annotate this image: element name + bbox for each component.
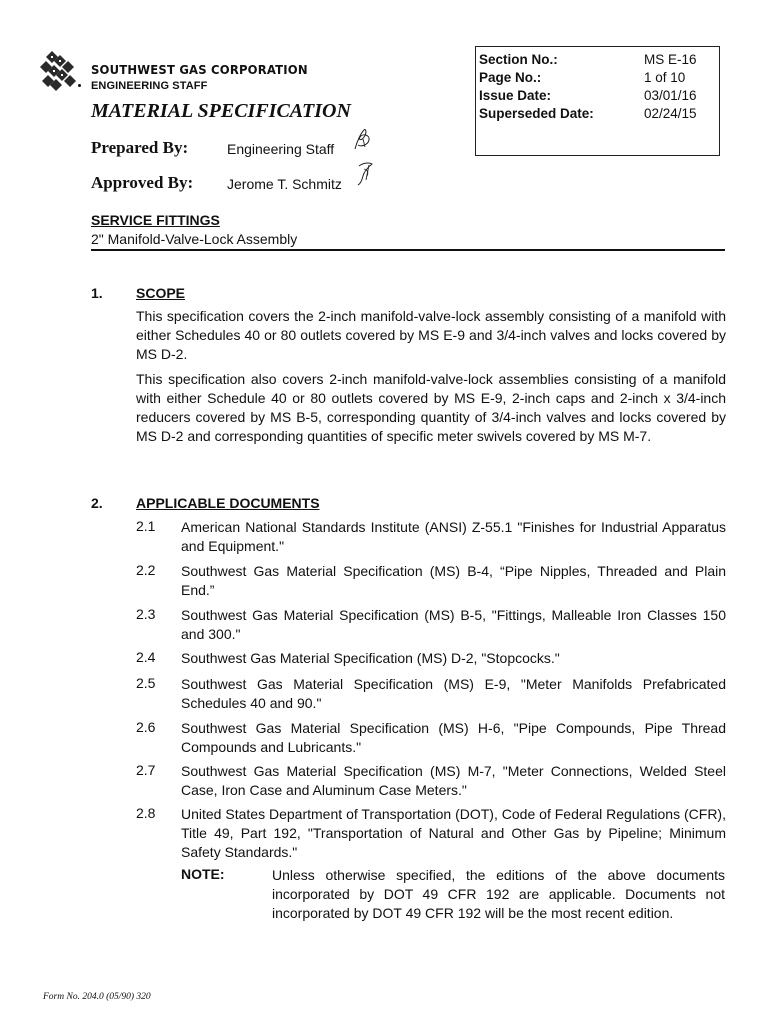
issue-date-label: Issue Date: — [479, 88, 552, 103]
superseded-date-label: Superseded Date: — [479, 106, 594, 121]
page-label: Page No.: — [479, 70, 542, 85]
document-item-number: 2.5 — [136, 675, 156, 691]
title-divider — [91, 249, 725, 251]
section-number-scope: 1. — [91, 285, 103, 301]
document-info-box — [475, 46, 720, 156]
document-item-text: United States Department of Transportation (DOT), Code of Federal Regulations (CFR), Title 49, Part 192, "Transportation of Natural and Other Gas by Pipeline; Minimum Safety Standards." — [181, 806, 726, 860]
section-value: MS E-16 — [644, 52, 697, 67]
section-heading-documents: APPLICABLE DOCUMENTS — [136, 495, 320, 511]
approved-by-name: Jerome T. Schmitz — [227, 176, 342, 192]
document-item-number: 2.6 — [136, 719, 156, 735]
scope-paragraph: This specification also covers 2-inch manifold-valve-lock assemblies consisting of a manifold with either Schedule 40 or 80 outlets covered by MS E-9, 2-inch caps and 2-inch x 3/4-inch reducers covered by MS B-5, corresponding quantity of 3/4-inch valves and locks covered by MS D-2 and corresponding quantities of specific meter swivels covered by MS M-7. — [136, 371, 726, 444]
prepared-by-label: Prepared By: — [91, 138, 189, 157]
document-item-number: 2.4 — [136, 649, 156, 665]
prepared-initials-signature — [352, 127, 374, 153]
approved-by-label: Approved By: — [91, 173, 194, 192]
section-heading-scope: SCOPE — [136, 285, 186, 301]
prepared-by-name: Engineering Staff — [227, 141, 335, 157]
document-item-number: 2.3 — [136, 606, 156, 622]
scope-paragraph: This specification covers the 2-inch manifold-valve-lock assembly consisting of a manifold with either Schedules 40 or 80 outlets covered by MS E-9 and 3/4-inch valves and locks covered by MS D-2. — [136, 308, 726, 362]
document-item-number: 2.1 — [136, 518, 156, 534]
superseded-date-value: 02/24/15 — [644, 106, 697, 121]
note-text: Unless otherwise specified, the editions of the above documents incorporated by DOT 49 CFR 192 are applicable. Documents not incorporated by DOT 49 CFR 192 will be the most recent edition. — [272, 867, 725, 921]
service-title: SERVICE FITTINGS — [91, 212, 220, 228]
document-item-number: 2.7 — [136, 762, 156, 778]
note-label: NOTE: — [181, 866, 225, 882]
company-name: SOUTHWEST GAS CORPORATION — [91, 62, 308, 77]
page-value: 1 of 10 — [644, 70, 686, 85]
document-item-text: American National Standards Institute (ANSI) Z-55.1 "Finishes for Industrial Apparatus and Equipment." — [181, 519, 726, 554]
issue-date-value: 03/01/16 — [644, 88, 697, 103]
service-subtitle: 2" Manifold-Valve-Lock Assembly — [91, 231, 298, 247]
section-label: Section No.: — [479, 52, 558, 67]
document-item-text: Southwest Gas Material Specification (MS) E-9, "Meter Manifolds Prefabricated Schedules 40 and 90." — [181, 676, 726, 711]
bullet-mark — [78, 84, 81, 87]
form-number-footer: Form No. 204.0 (05/90) 320 — [43, 992, 151, 1002]
section-number-documents: 2. — [91, 495, 103, 511]
document-item-text: Southwest Gas Material Specification (MS) B-5, "Fittings, Malleable Iron Classes 150 and 300." — [181, 607, 726, 642]
company-logo-icon — [38, 49, 82, 93]
document-item-number: 2.2 — [136, 562, 156, 578]
approved-initials-signature — [355, 160, 377, 186]
document-item-text: Southwest Gas Material Specification (MS) M-7, "Meter Connections, Welded Steel Case, Iron Case and Aluminum Case Meters." — [181, 763, 726, 798]
document-item-number: 2.8 — [136, 805, 156, 821]
department-name: ENGINEERING STAFF — [91, 80, 208, 92]
document-item-text: Southwest Gas Material Specification (MS) H-6, "Pipe Compounds, Pipe Thread Compounds and Lubricants." — [181, 720, 726, 755]
document-item-text: Southwest Gas Material Specification (MS) B-4, “Pipe Nipples, Threaded and Plain End.” — [181, 563, 726, 598]
document-item-text: Southwest Gas Material Specification (MS) D-2, "Stopcocks." — [181, 650, 560, 666]
document-type-title: MATERIAL SPECIFICATION — [91, 100, 351, 122]
